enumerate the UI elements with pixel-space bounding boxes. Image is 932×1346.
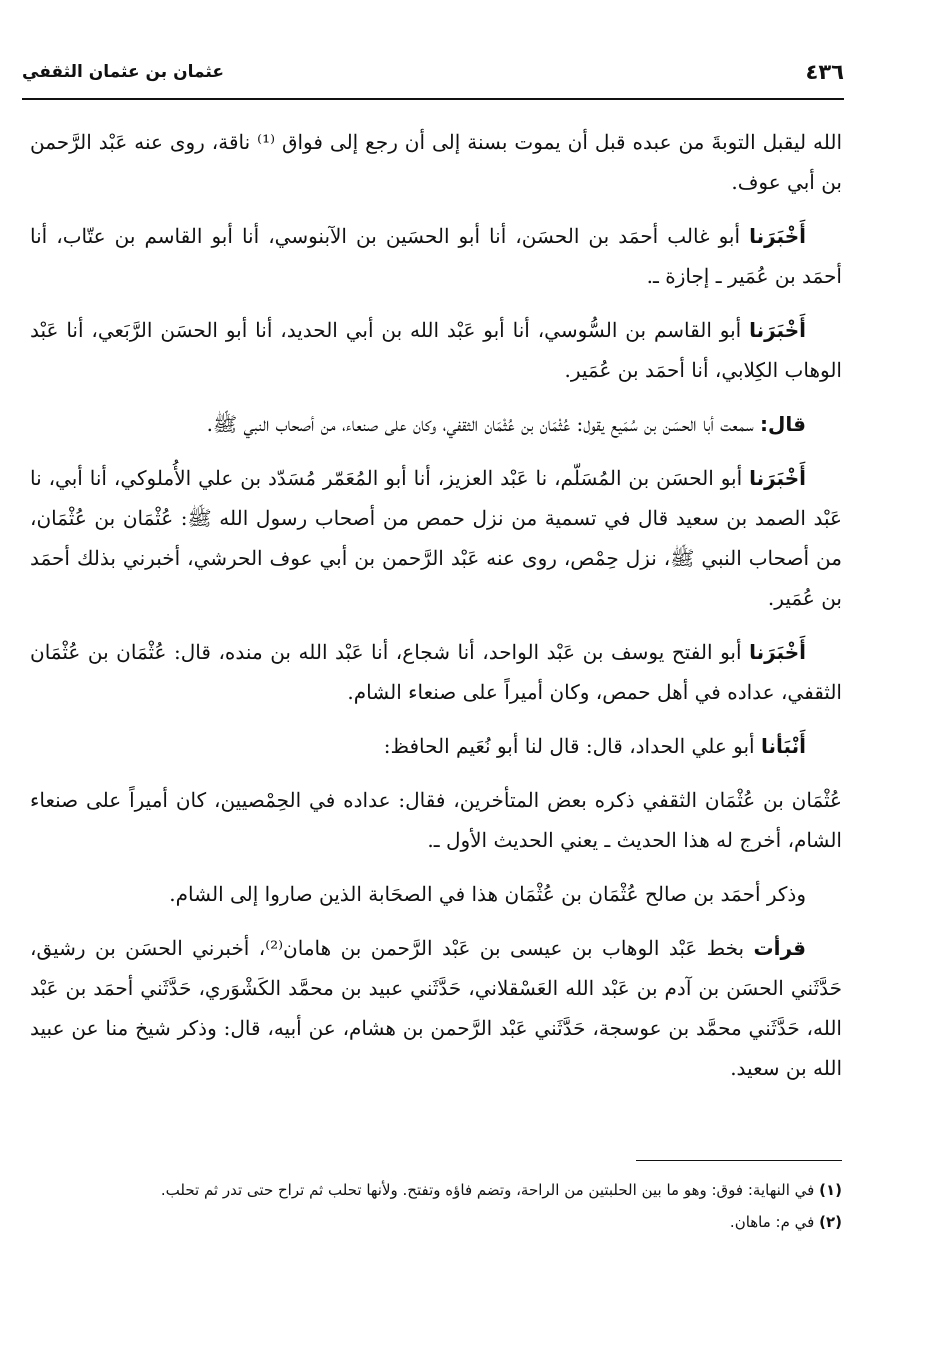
paragraph	[30, 726, 842, 766]
paragraph	[30, 404, 842, 444]
paragraph-text: أبو الحسَن بن المُسَلّم، نا عَبْد العزيز، أنا أبو المُعَمّر مُسَدّد بن علي الأُملوكي، أنا أبي، نا عَبْد الصمد بن سعيد قال في تسمية من نزل حمص من أصحاب رسول الله ﷺ: عُثْمَان بن عُثْمَان، من أصحاب النبي ﷺ، نزل حِمْص، روى عنه عَبْد الرَّحمن بن أبي عوف الحرشي، أخبرني بذلك أحمَد بن عُمَير.	[30, 466, 842, 610]
footnote-number: (١)	[819, 1181, 842, 1199]
paragraph	[30, 874, 842, 914]
running-title: عثمان بن عثمان الثقفي	[22, 62, 224, 82]
footnote	[30, 1176, 842, 1204]
page-number: ٤٣٦	[805, 60, 844, 84]
paragraph-text: أبو القاسم بن السُّوسي، أنا أبو عَبْد الله بن أبي الحديد، أنا أبو الحسَن الرَّبَعي، أنا عَبْد الوهاب الكِلابي، أنا أحمَد بن عُمَير.	[30, 318, 842, 382]
paragraph	[30, 458, 842, 618]
paragraph-text: أبو علي الحداد، قال: قال لنا أبو نُعَيم الحافظ:	[383, 734, 761, 758]
page-header	[22, 52, 844, 100]
paragraph-keyword: أَنْبَأنا	[760, 734, 806, 758]
paragraph	[30, 780, 842, 860]
paragraph	[30, 632, 842, 712]
paragraph	[30, 122, 842, 202]
paragraph-keyword: قرأت	[753, 936, 806, 960]
paragraph	[30, 216, 842, 296]
footnote	[30, 1208, 842, 1236]
footnote-number: (٢)	[819, 1213, 842, 1231]
paragraph	[30, 310, 842, 390]
paragraph-text: وذكر أحمَد بن صالح عُثْمَان بن عُثْمَان هذا في الصحَابة الذين صاروا إلى الشام.	[169, 882, 806, 906]
paragraph-text: بخط عَبْد الوهاب بن عيسى بن عَبْد الرَّحمن بن هامان⁽²⁾، أخبرني الحسَن بن رشيق، حَدَّثَني الحسَن بن آدم بن عَبْد الله العَسْقلاني، حَدَّثَني عبيد بن محمَّد الكَشْوَري، حَدَّثَني أحمَد بن عَبْد الله، حَدَّثَني محمَّد بن عوسجة، حَدَّثَني عَبْد الرَّحمن بن هشام، عن أبيه، قال: وذكر شيخ منا عن عبيد الله بن سعيد.	[30, 936, 842, 1080]
paragraph	[30, 928, 842, 1088]
paragraph-text: عُثْمَان بن عُثْمَان الثقفي ذكره بعض المتأخرين، فقال: عداده في الحِمْصيين، كان أميراً على صنعاء الشام، أخرج له هذا الحديث ـ يعني الحديث الأول ـ.	[30, 788, 842, 852]
paragraph-keyword: أَخْبَرَنا	[749, 466, 806, 490]
footnote-text: في م: ماهان.	[729, 1213, 815, 1231]
paragraph-text: أبو الفتح يوسف بن عَبْد الواحد، أنا شجاع، أنا عَبْد الله بن منده، قال: عُثْمَان بن عُثْمَان الثقفي، عداده في أهل حمص، وكان أميراً على صنعاء الشام.	[30, 640, 842, 704]
footnote-text: في النهاية: فوق: وهو ما بين الحلبتين من الراحة، وتضم فاؤه وتفتح. ولأنها تحلب ثم تراح حتى تدر ثم تحلب.	[160, 1181, 815, 1199]
body-text	[30, 122, 842, 1102]
paragraph-keyword: أَخْبَرَنا	[749, 318, 806, 342]
footnotes	[30, 1176, 842, 1240]
paragraph-keyword: أَخْبَرَنا	[749, 224, 806, 248]
paragraph-keyword: قال:	[760, 412, 806, 436]
paragraph-keyword: أَخْبَرَنا	[749, 640, 806, 664]
paragraph-text: أبو غالب أحمَد بن الحسَن، أنا أبو الحسَين بن الآبنوسي، أنا أبو القاسم بن عتّاب، أنا أحمَد بن عُمَير ـ إجازة ـ.	[30, 224, 842, 288]
paragraph-text: الله ليقبل التوبةَ من عبده قبل أن يموت بسنة إلى أن رجع إلى فواق ⁽¹⁾ ناقة، روى عنه عَبْد الرَّحمن بن أبي عوف.	[30, 130, 843, 194]
paragraph-text: سمعت أبا الحسَن بن سُمَيع يقول: عُثْمَان بن عُثْمَان الثقفي، وكان على صنعاء، من أصحاب النبي ﷺ.	[206, 412, 761, 436]
footnote-separator	[636, 1160, 842, 1161]
